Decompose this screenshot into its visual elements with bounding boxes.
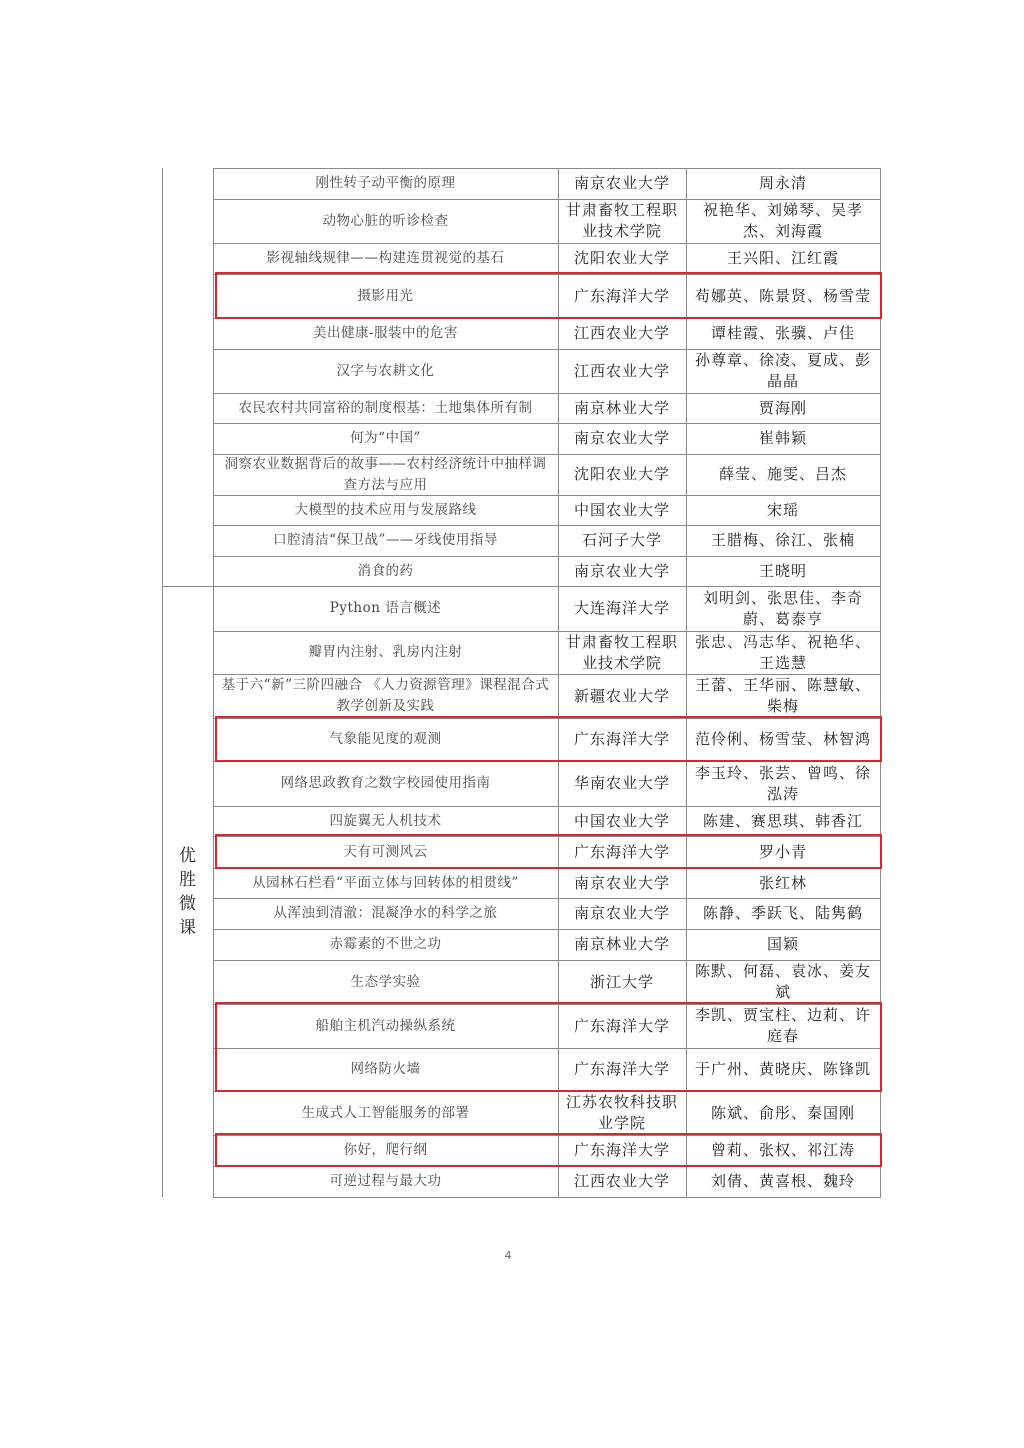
school-name: 江西农业大学 [573,1172,670,1190]
course-title: 农民农村共同富裕的制度根基：土地集体所有制 [238,399,533,416]
row-divider [213,168,881,169]
authors: 国颖 [766,935,799,953]
school-name: 中国农业大学 [573,811,670,830]
school-name: 甘肃畜牧工程职业技术学院 [565,201,678,240]
authors: 陈斌、俞彤、秦国刚 [710,1103,855,1122]
school-name: 沈阳农业大学 [573,249,670,267]
row-divider [213,495,881,496]
row-divider [213,674,881,675]
course-title: 瓣胃内注射、乳房内注射 [308,644,463,660]
course-title: 赤霉素的不世之功 [329,936,442,952]
row-divider [213,836,881,837]
school-name: 江苏农牧科技职业学院 [565,1093,678,1132]
course-title: 四旋翼无人机技术 [329,812,442,829]
school-name: 广东海洋大学 [573,842,670,861]
school-name: 江西农业大学 [573,324,670,342]
column-divider [213,168,214,1198]
school-name: 南京林业大学 [573,398,670,417]
authors: 孙尊章、徐凌、夏成、彭晶晶 [694,351,871,390]
row-divider [213,806,881,807]
authors: 曾莉、张权、祁江涛 [710,1141,855,1159]
authors: 薛莹、施雯、吕杰 [718,465,847,483]
course-title: 网络思政教育之数字校园使用指南 [280,775,491,791]
row-divider [213,454,881,455]
row-divider [213,243,881,244]
school-name: 广东海洋大学 [573,730,670,748]
row-divider [213,1048,881,1049]
school-name: 大连海洋大学 [573,599,670,617]
authors: 陈默、何磊、袁冰、姜友斌 [694,962,871,1001]
school-name: 江西农业大学 [573,361,670,380]
school-name: 沈阳农业大学 [573,465,670,483]
page-number: 4 [504,1249,512,1262]
course-title: 可逆过程与最大功 [329,1173,442,1189]
authors: 于广州、黄晓庆、陈锋凯 [694,1060,871,1078]
course-title: 动物心脏的听诊检查 [322,212,449,229]
school-name: 石河子大学 [581,531,662,549]
course-title: 大模型的技术应用与发展路线 [294,501,477,518]
row-divider [213,868,881,869]
course-title: 从浑浊到清澈：混凝净水的科学之旅 [273,905,498,921]
table-bottom-border [213,1197,881,1198]
school-name: 中国农业大学 [573,500,670,519]
course-title: 美出健康-服装中的危害 [312,325,459,341]
row-divider [213,586,881,587]
row-divider [213,761,881,762]
school-name: 新疆农业大学 [573,686,670,705]
authors: 李凯、贾宝柱、边莉、许庭春 [694,1006,871,1045]
authors: 刘明剑、张思佳、李奇蔚、葛泰亨 [702,588,863,628]
authors: 王兴阳、江红霞 [726,249,839,267]
column-divider [880,168,881,1198]
course-title: 何为“中国” [350,430,421,446]
authors: 陈静、季跃飞、陆隽鹤 [702,904,863,922]
row-divider [213,631,881,632]
school-name: 浙江大学 [589,972,654,991]
authors: 王腊梅、徐江、张楠 [710,531,855,549]
category-label: 优 胜 微 课 [179,845,196,938]
authors: 范伶俐、杨雪莹、林智鸿 [694,730,871,748]
course-title: 口腔清洁“保卫战”——牙线使用指导 [273,532,498,548]
row-divider [213,718,881,719]
authors: 谭桂霞、张骥、卢佳 [710,324,855,342]
row-divider [213,1004,881,1005]
authors: 崔韩颖 [758,429,807,447]
school-name: 广东海洋大学 [573,1060,670,1078]
column-divider [686,168,687,1198]
course-title: 刚性转子动平衡的原理 [315,175,456,191]
course-title: 影视轴线规律——构建连贯视觉的基石 [266,250,505,266]
course-title: 气象能见度的观测 [329,731,442,747]
row-divider [213,274,881,275]
authors: 张红林 [758,873,807,892]
row-divider [213,525,881,526]
school-name: 南京农业大学 [573,174,670,192]
row-divider [213,960,881,961]
row-divider [213,423,881,424]
row-divider [213,556,881,557]
course-title: 天有可测风云 [343,843,428,860]
course-title: 摄影用光 [357,287,414,304]
row-divider [213,1135,881,1136]
course-title: 消食的药 [357,562,414,579]
authors: 贾海刚 [758,398,807,417]
authors: 王蕾、王华丽、陈慧敏、柴梅 [694,676,871,715]
authors: 刘倩、黄喜根、魏玲 [710,1172,855,1190]
authors: 李玉玲、张芸、曾鸣、徐泓涛 [694,763,871,803]
row-divider [213,929,881,930]
course-title: 生成式人工智能服务的部署 [301,1104,470,1121]
course-title: 洞察农业数据背后的故事——农村经济统计中抽样调查方法与应用 [224,455,547,493]
school-name: 南京林业大学 [573,935,670,953]
school-name: 广东海洋大学 [573,286,670,305]
course-title: 从园林石栏看“平面立体与回转体的相贯线” [252,874,519,891]
authors: 张忠、冯志华、祝艳华、王选慧 [694,632,871,672]
row-divider [213,199,881,200]
course-title: 基于六“新”三阶四融合 《人力资源管理》课程混合式教学创新及实践 [221,677,550,714]
authors: 周永清 [758,174,807,192]
school-name: 华南农业大学 [573,774,670,792]
authors: 王晓明 [758,561,807,580]
course-title: 汉字与农耕文化 [336,362,435,379]
course-title: 网络防火墙 [350,1061,421,1077]
school-name: 南京农业大学 [573,429,670,447]
school-name: 广东海洋大学 [573,1141,670,1159]
authors: 苟娜英、陈景贤、杨雪莹 [694,286,871,305]
row-divider [213,318,881,319]
course-title: 你好，爬行纲 [343,1142,428,1158]
column-divider [558,168,559,1198]
authors: 罗小青 [758,842,807,861]
row-divider [213,1091,881,1092]
school-name: 甘肃畜牧工程职业技术学院 [565,632,678,672]
course-title: 生态学实验 [350,973,421,990]
authors: 宋瑶 [766,500,799,519]
course-title: 船舶主机汽动操纵系统 [315,1017,456,1034]
school-name: 广东海洋大学 [573,1016,670,1035]
school-name: 南京农业大学 [573,561,670,580]
course-title: Python 语言概述 [329,600,442,616]
row-divider [213,898,881,899]
row-divider [213,349,881,350]
row-divider [213,1166,881,1167]
row-divider [213,393,881,394]
school-name: 南京农业大学 [573,904,670,922]
authors: 祝艳华、刘娣琴、吴孝杰、刘海霞 [702,201,863,240]
school-name: 南京农业大学 [573,873,670,892]
authors: 陈建、赛思琪、韩香江 [702,811,863,830]
